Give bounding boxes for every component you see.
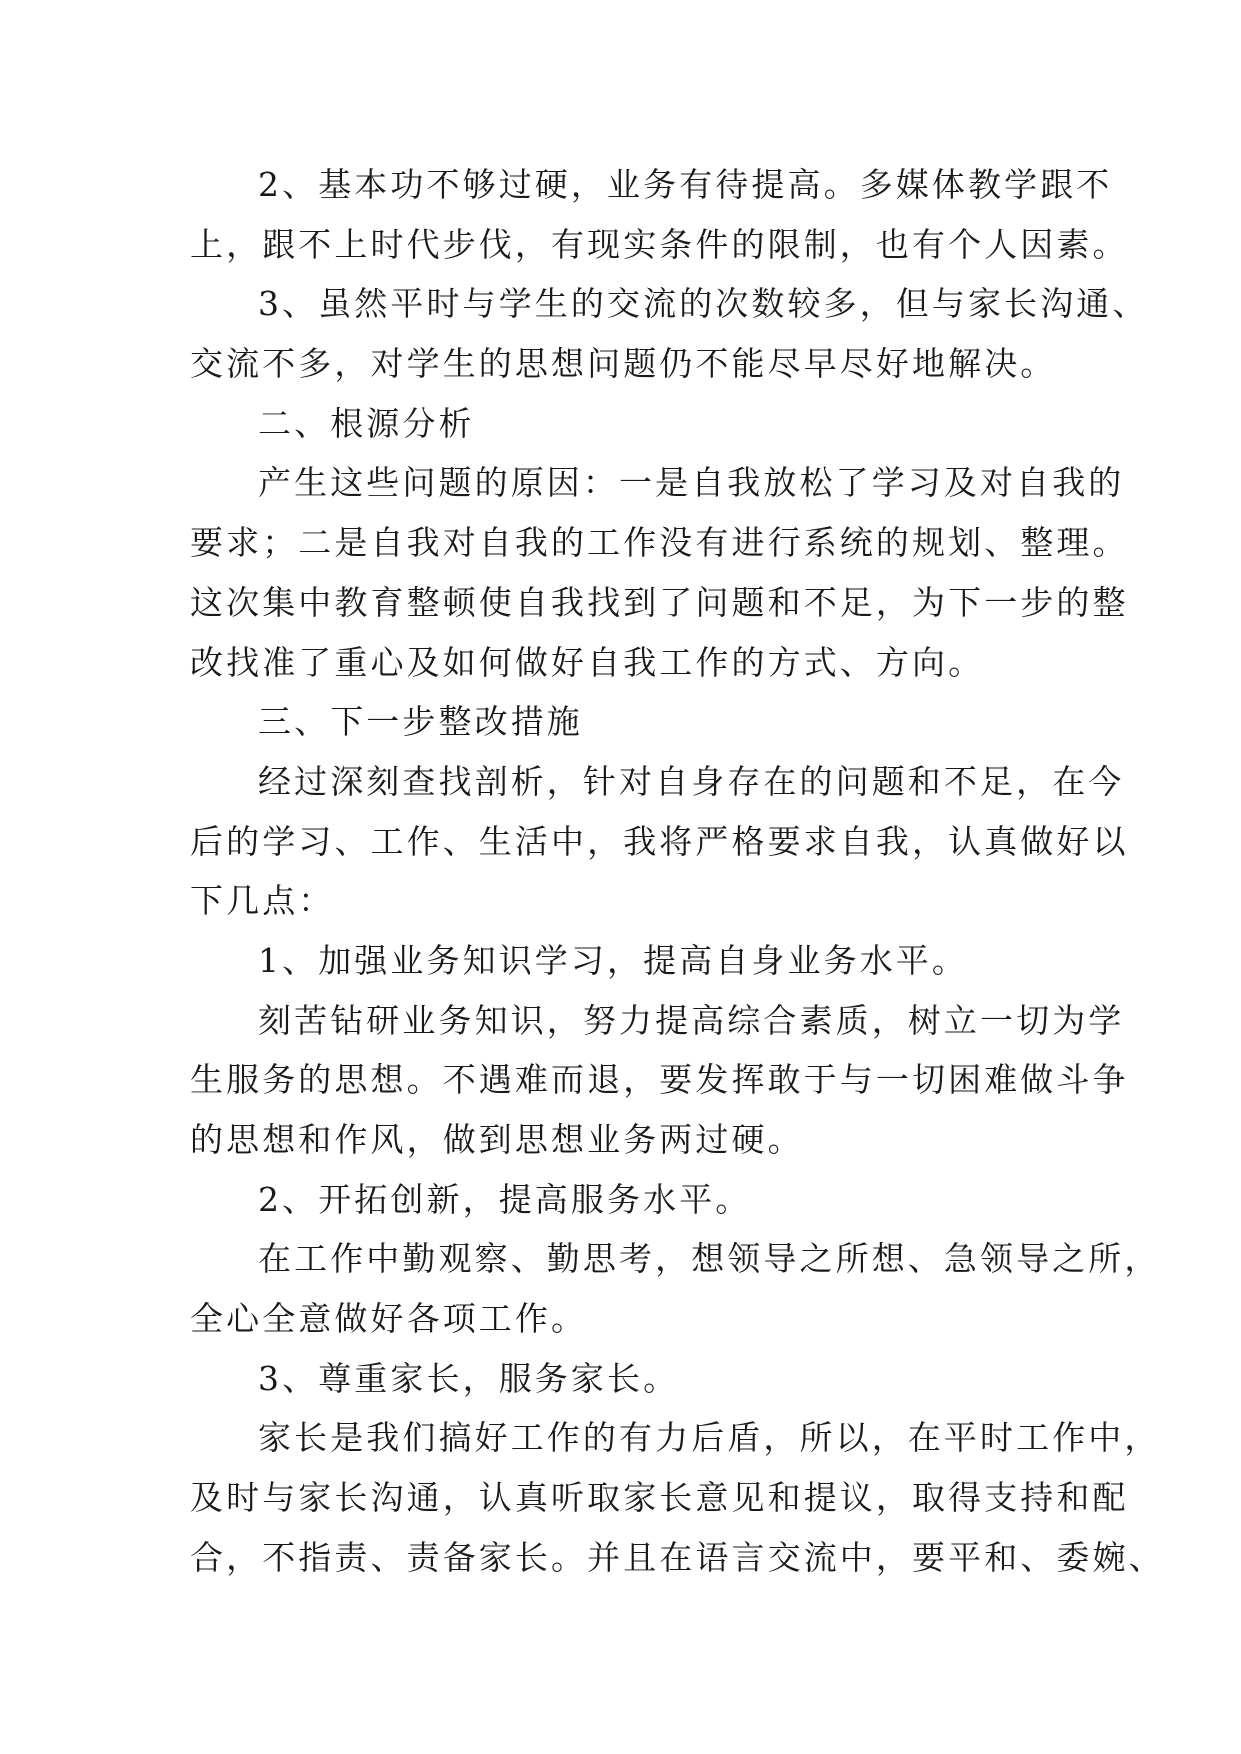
text-line: 产生这些问题的原因：一是自我放松了学习及对自我的 <box>258 463 1125 503</box>
text-line: 后的学习、工作、生活中，我将严格要求自我，认真做好以 <box>190 821 1129 861</box>
text-line: 下几点： <box>190 881 335 921</box>
text-line: 2、基本功不够过硬，业务有待提高。多媒体教学跟不 <box>258 165 1113 204</box>
text-line: 的思想和作风，做到思想业务两过硬。 <box>190 1120 804 1159</box>
section-heading: 三、下一步整改措施 <box>258 702 583 742</box>
list-item-heading: 2、开拓创新，提高服务水平。 <box>258 1179 752 1219</box>
text-line: 在工作中勤观察、勤思考，想领导之所想、急领导之所， <box>258 1239 1161 1279</box>
text-line: 经过深刻查找剖析，针对自身存在的问题和不足，在今 <box>258 761 1125 801</box>
section-heading: 二、根源分析 <box>258 403 475 443</box>
text-line: 家长是我们搞好工作的有力后盾，所以，在平时工作中， <box>258 1418 1161 1458</box>
text-line: 及时与家长沟通，认真听取家长意见和提议，取得支持和配 <box>190 1478 1129 1518</box>
text-line: 生服务的思想。不遇难而退，要发挥敢于与一切困难做斗争 <box>190 1060 1129 1100</box>
text-line: 改找准了重心及如何做好自我工作的方式、方向。 <box>190 642 985 682</box>
list-item-heading: 3、尊重家长，服务家长。 <box>258 1358 680 1398</box>
text-line: 上，跟不上时代步伐，有现实条件的限制，也有个人因素。 <box>190 224 1129 264</box>
text-line: 交流不多，对学生的思想问题仍不能尽早尽好地解决。 <box>190 344 1057 384</box>
document-body <box>190 155 1165 1588</box>
text-line: 3、虽然平时与学生的交流的次数较多，但与家长沟通、 <box>258 284 1149 324</box>
text-line: 这次集中教育整顿使自我找到了问题和不足，为下一步的整 <box>190 582 1129 622</box>
text-line: 全心全意做好各项工作。 <box>190 1299 588 1339</box>
list-item-heading: 1、加强业务知识学习，提高自身业务水平。 <box>258 940 968 980</box>
text-line: 刻苦钻研业务知识，努力提高综合素质，树立一切为学 <box>258 1000 1125 1040</box>
text-line: 要求；二是自我对自我的工作没有进行系统的规划、整理。 <box>190 523 1129 563</box>
text-line: 合，不指责、责备家长。并且在语言交流中，要平和、委婉、 <box>190 1537 1165 1577</box>
